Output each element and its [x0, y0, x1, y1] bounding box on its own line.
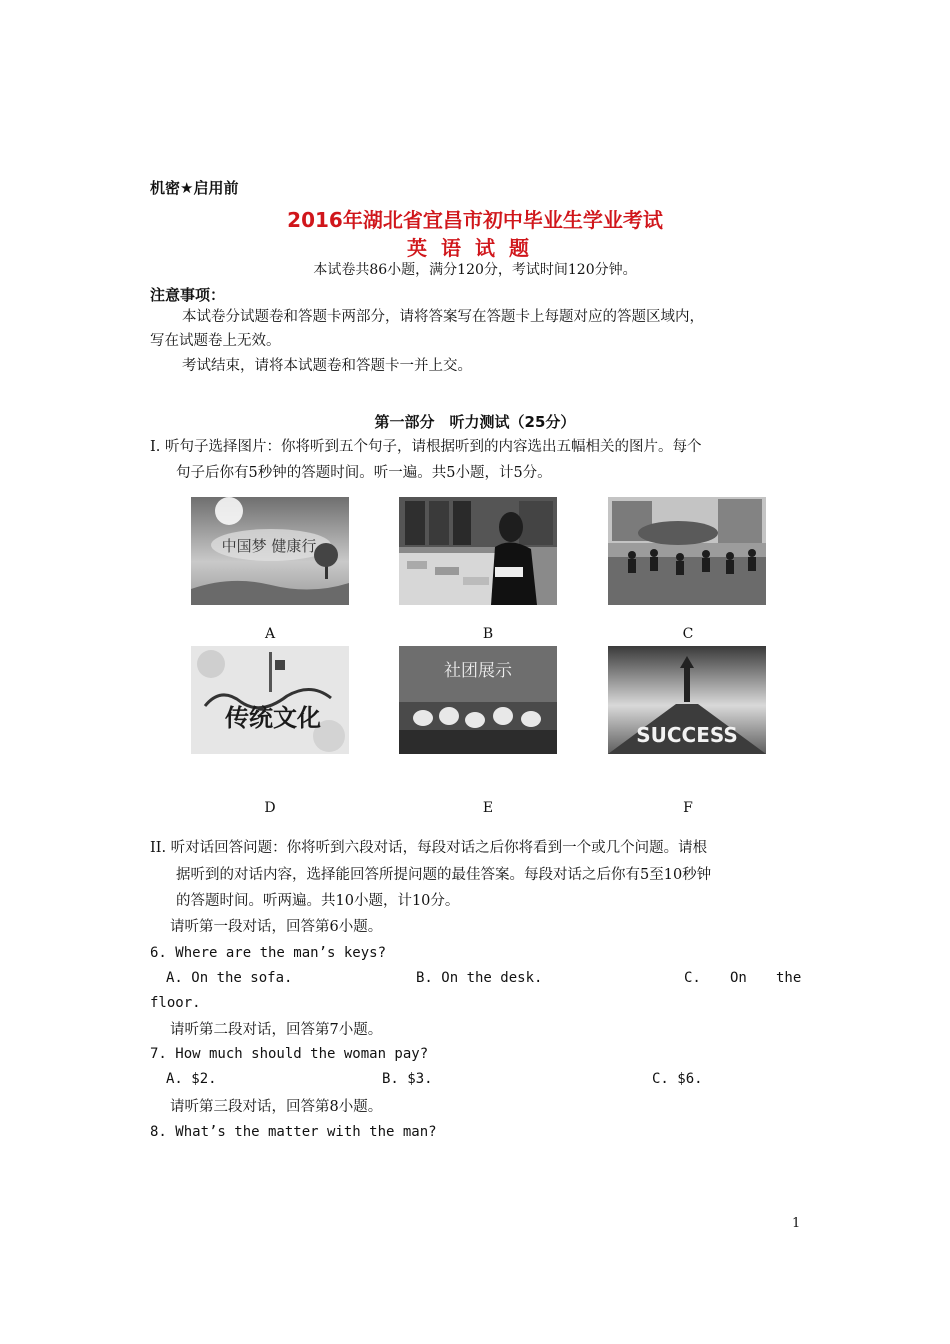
notice-line-2: 写在试题卷上无效。	[150, 333, 281, 349]
exam-intro: 本试卷共86小题，满分120分，考试时间120分钟。	[313, 262, 637, 278]
exam-title: 2016年湖北省宜昌市初中毕业生学业考试	[287, 208, 663, 232]
picture-e-label: E	[482, 800, 494, 816]
section2-line-2: 据听到的对话内容，选择能回答所提问题的最佳答案。每段对话之后你有5至10秒钟	[176, 867, 712, 883]
picture-a	[191, 497, 349, 605]
question-6-option-c-word-2: the	[776, 970, 802, 986]
notice-heading: 注意事项：	[150, 286, 226, 304]
svg-text:中国梦 健康行: 中国梦 健康行	[221, 537, 317, 555]
question-7-stem: 7. How much should the woman pay?	[150, 1046, 429, 1062]
dialogue-2-instruction: 请听第二段对话，回答第7小题。	[170, 1022, 383, 1038]
picture-b-label: B	[482, 626, 494, 642]
picture-a-label: A	[264, 626, 276, 642]
part1-title: 第一部分 听力测试（25分）	[374, 413, 576, 431]
picture-e	[399, 646, 557, 754]
picture-f-label: F	[683, 800, 693, 816]
question-7-option-b: B. $3.	[382, 1071, 433, 1087]
picture-c-label: C	[682, 626, 694, 642]
question-6-option-c-word-1: On	[730, 970, 747, 986]
section1-line-2: 句子后你有5秒钟的答题时间。听一遍。共5小题，计5分。	[176, 465, 552, 481]
question-7-option-c: C. $6.	[652, 1071, 703, 1087]
picture-b	[399, 497, 557, 605]
question-6-option-b: B. On the desk.	[416, 970, 543, 986]
section2-line-1: II. 听对话回答问题：你将听到六段对话，每段对话之后你将看到一个或几个问题。请根	[150, 840, 708, 856]
picture-d	[191, 646, 349, 754]
notice-line-1: 本试卷分试题卷和答题卡两部分，请将答案写在答题卡上每题对应的答题区域内，	[182, 309, 704, 325]
dialogue-3-instruction: 请听第三段对话，回答第8小题。	[170, 1099, 383, 1115]
question-8-stem: 8. What’s the matter with the man?	[150, 1124, 437, 1140]
picture-d-label: D	[264, 800, 276, 816]
section2-line-3: 的答题时间。听两遍。共10小题，计10分。	[176, 893, 460, 909]
svg-text:传统文化: 传统文化	[225, 704, 321, 732]
question-6-option-c: C.	[684, 970, 701, 986]
question-7-option-a: A. $2.	[166, 1071, 217, 1087]
svg-text:SUCCESS: SUCCESS	[636, 723, 738, 747]
picture-c	[608, 497, 766, 605]
confidential-label: 机密★启用前	[150, 179, 239, 197]
question-6-option-c-word-3: floor.	[150, 995, 201, 1011]
exam-subject: 英语试题	[407, 236, 543, 260]
question-6-option-a: A. On the sofa.	[166, 970, 293, 986]
dialogue-1-instruction: 请听第一段对话，回答第6小题。	[170, 919, 383, 935]
notice-line-3: 考试结束，请将本试题卷和答题卡一并上交。	[182, 358, 472, 374]
page-number: 1	[792, 1216, 801, 1231]
question-6-stem: 6. Where are the man’s keys?	[150, 945, 387, 961]
svg-text:社团展示: 社团展示	[444, 661, 512, 681]
picture-f	[608, 646, 766, 754]
section1-line-1: Ⅰ. 听句子选择图片：你将听到五个句子，请根据听到的内容选出五幅相关的图片。每个	[150, 439, 702, 455]
